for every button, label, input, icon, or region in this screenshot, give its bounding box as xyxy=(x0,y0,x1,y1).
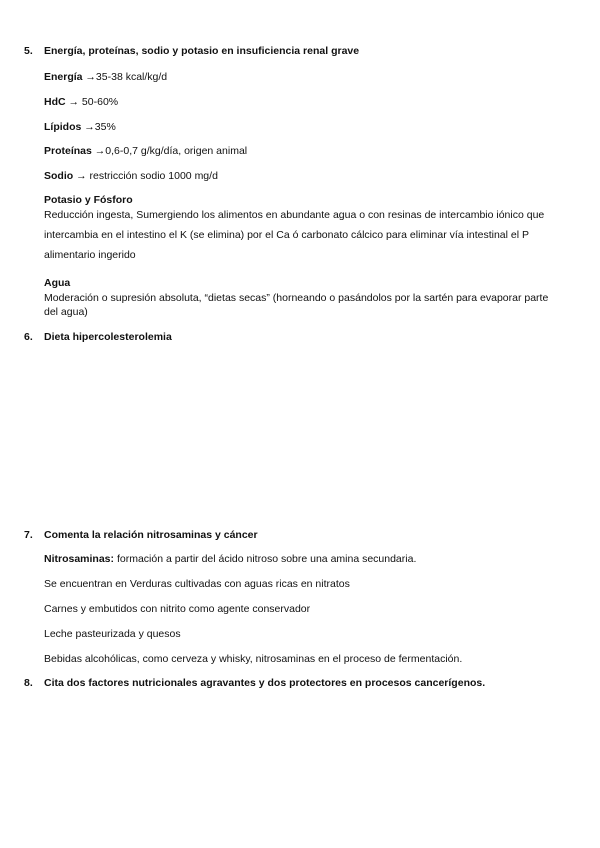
question-title: Comenta la relación nitrosaminas y cáncer xyxy=(44,529,258,541)
agua-text-line: Moderación o supresión absoluta, “dietas secas” (horneando o pasándolos por la sartén para evaporar parte xyxy=(44,292,549,304)
item-label: Energía xyxy=(44,71,83,83)
question-6-heading xyxy=(24,331,172,343)
potasio-heading: Potasio y Fósforo xyxy=(44,194,133,206)
question-7-heading xyxy=(24,529,258,541)
item-label: Nitrosaminas: xyxy=(44,553,115,565)
nitrosaminas-line: Carnes y embutidos con nitrito como agente conservador xyxy=(44,603,311,615)
lipidos-line xyxy=(44,121,116,133)
agua-text-line: del agua) xyxy=(44,306,88,318)
sodio-line xyxy=(44,170,218,182)
item-text: →0,6-0,7 g/kg/día, origen animal xyxy=(91,145,248,157)
agua-heading: Agua xyxy=(44,277,71,289)
hdc-line xyxy=(44,96,118,108)
potasio-text-line: Reducción ingesta, Sumergiendo los alimentos en abundante agua o con resinas de intercambio iónico que xyxy=(44,209,545,221)
question-number: 6. xyxy=(24,331,33,343)
proteinas-line xyxy=(44,145,247,157)
nitrosaminas-intro xyxy=(44,553,416,565)
item-text: → 50-60% xyxy=(65,96,119,108)
question-title: Energía, proteínas, sodio y potasio en insuficiencia renal grave xyxy=(44,45,360,57)
question-title: Cita dos factores nutricionales agravantes y dos protectores en procesos cancerígenos. xyxy=(44,677,486,689)
question-title: Dieta hipercolesterolemia xyxy=(44,331,172,343)
item-label: HdC xyxy=(44,96,66,108)
nitrosaminas-line: Se encuentran en Verduras cultivadas con aguas ricas en nitratos xyxy=(44,578,350,590)
item-label: Sodio xyxy=(44,170,74,182)
potasio-text-line: alimentario ingerido xyxy=(44,249,136,261)
item-label: Proteínas xyxy=(44,145,92,157)
question-number: 8. xyxy=(24,677,33,689)
question-number: 5. xyxy=(24,45,33,57)
question-number: 7. xyxy=(24,529,33,541)
question-8-heading xyxy=(24,677,485,689)
item-text: → restricción sodio 1000 mg/d xyxy=(73,170,218,182)
item-text: →35-38 kcal/kg/d xyxy=(82,71,168,83)
potasio-text-line: intercambia en el intestino el K (se elimina) por el Ca ó carbonato cálcico para eliminar vía intestinal el P xyxy=(44,229,529,241)
item-text: →35% xyxy=(81,121,116,133)
nitrosaminas-line: Bebidas alcohólicas, como cerveza y whisky, nitrosaminas en el proceso de fermentación. xyxy=(44,653,463,665)
item-label: Lípidos xyxy=(44,121,82,133)
nitrosaminas-line: Leche pasteurizada y quesos xyxy=(44,628,181,640)
question-5-heading xyxy=(24,45,359,57)
energia-line xyxy=(44,71,167,83)
item-text: formación a partir del ácido nitroso sobre una amina secundaria. xyxy=(114,553,417,565)
